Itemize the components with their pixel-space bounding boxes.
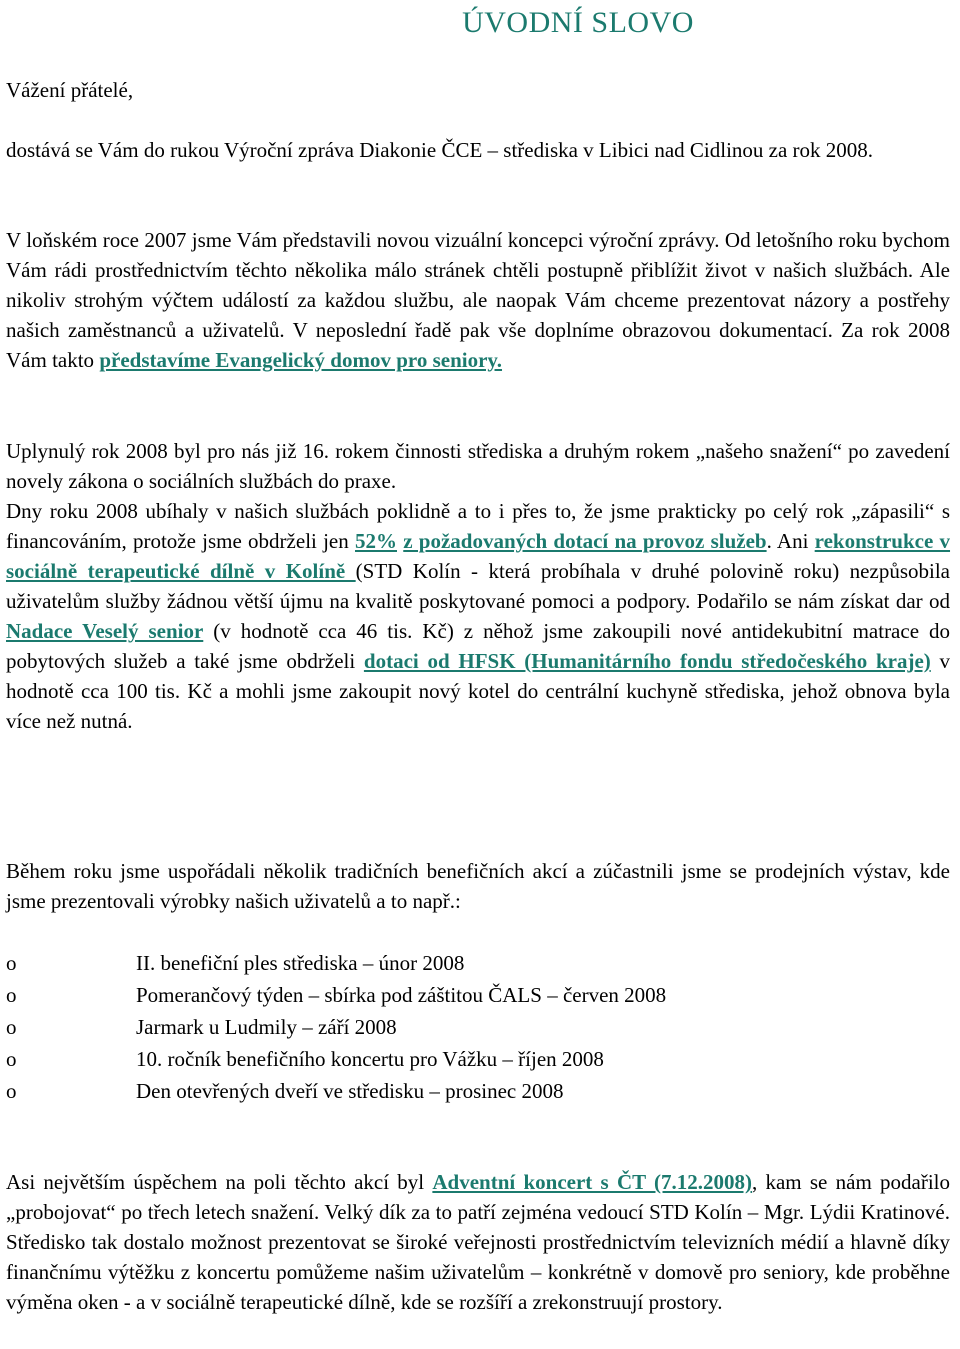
list-item-text: Jarmark u Ludmily – září 2008	[136, 1015, 397, 1039]
link-evangelical-home[interactable]: představíme Evangelický domov pro seniory.	[99, 348, 503, 372]
bullet-marker: o	[6, 1079, 17, 1103]
link-52-percent[interactable]: 52%	[355, 529, 397, 553]
page-title: ÚVODNÍ SLOVO	[462, 6, 694, 39]
financing-text-1: Dny roku 2008 ubíhaly v našich službách poklidně a to i přes to, že jsme prakticky po celý rok „zápasili“ s financováním, protože jsme obdrželi jen	[6, 499, 950, 553]
financing-text-4: (STD Kolín - která probíhala v druhé polovině roku) nezpůsobila uživatelům služby žádnou větší újmu na kvalitě poskytované pomoci a podpory. Podařilo se nám získat dar od	[6, 559, 950, 613]
bullet-marker: o	[6, 1015, 17, 1039]
list-item-text: II. benefiční ples střediska – únor 2008	[136, 951, 465, 975]
advent-concert-paragraph	[6, 1167, 950, 1317]
financing-text-3: . Ani	[766, 529, 815, 553]
bullet-marker: o	[6, 983, 17, 1007]
list-item	[6, 947, 950, 979]
advent-text-1: Asi největším úspěchem na poli těchto akcí byl	[6, 1170, 433, 1194]
greeting: Vážení přátelé,	[6, 78, 134, 102]
list-item-text: Pomerančový týden – sbírka pod záštitou ČALS – červen 2008	[136, 983, 667, 1007]
bullet-marker: o	[6, 1047, 17, 1071]
list-item	[6, 979, 950, 1011]
concept-text: V loňském roce 2007 jsme Vám představili novou vizuální koncepci výroční zprávy. Od letošního roku bychom Vám rádi prostřednictvím těchto několika málo stránek chtěli postupně přiblížit život v našich službách. Ale nikoliv strohým výčtem událostí za každou službu, ale naopak Vám chceme prezentovat názory a postřehy našich zaměstnanců a uživatelů. V neposlední řadě pak vše doplníme obrazovou dokumentací. Za rok 2008 Vám takto	[6, 228, 950, 372]
list-item-text: Den otevřených dveří ve středisku – prosinec 2008	[136, 1079, 564, 1103]
list-item	[6, 1075, 950, 1107]
list-item	[6, 1043, 950, 1075]
events-intro-paragraph: Během roku jsme uspořádali několik tradičních benefičních akcí a zúčastnili jsme se prodejních výstav, kde jsme prezentovali výrobky našich uživatelů a to např.:	[6, 859, 950, 913]
intro-paragraph: dostává se Vám do rukou Výroční zpráva Diakonie ČCE – střediska v Libici nad Cidlinou za rok 2008.	[6, 138, 874, 162]
link-hfsk-subsidy[interactable]: dotaci od HFSK (Humanitárního fondu středočeského kraje)	[363, 649, 931, 673]
link-advent-concert[interactable]: Adventní koncert s ČT (7.12.2008)	[432, 1170, 752, 1194]
list-item	[6, 1011, 950, 1043]
advent-text-2: , kam se nám podařilo „probojovat“ po třech letech snažení. Velký dík za to patří zejména vedoucí STD Kolín – Mgr. Lýdii Kratinové. Středisko tak dostalo možnost prezentovat se široké veřejnosti prostřednictvím televizních médií a hlavně díky finančnímu výtěžku z koncertu pomůžeme našim uživatelům – konkrétně v domově pro seniory, kde proběhne výměna oken - a v sociálně terapeutické dílně, kde se rozšíří a zrekonstruují prostory.	[6, 1170, 951, 1314]
link-requested-subsidies[interactable]: z požadovaných dotací na provoz služeb	[403, 529, 767, 553]
concept-paragraph	[6, 225, 950, 375]
link-reconstruction-kolin[interactable]: rekonstrukce v sociálně terapeutické dílně v Kolíně	[6, 529, 951, 583]
events-list	[6, 947, 950, 1107]
year-paragraph: Uplynulý rok 2008 byl pro nás již 16. rokem činnosti střediska a druhým rokem „našeho snažení“ po zavedení novely zákona o sociálních službách do praxe.	[6, 439, 950, 493]
link-nadace-vesely-senior[interactable]: Nadace Veselý senior	[6, 619, 204, 643]
list-item-text: 10. ročník benefičního koncertu pro Vážku – říjen 2008	[136, 1047, 604, 1071]
bullet-marker: o	[6, 951, 17, 975]
financing-text-6: v hodnotě cca 100 tis. Kč a mohli jsme zakoupit nový kotel do centrální kuchyně střediska, jehož obnova byla více než nutná.	[6, 649, 950, 733]
financing-text-5: (v hodnotě cca 46 tis. Kč) z něhož jsme zakoupili nové antidekubitní matrace do pobytových služeb a také jsme obdrželi	[6, 619, 950, 673]
financing-paragraph	[6, 496, 950, 736]
